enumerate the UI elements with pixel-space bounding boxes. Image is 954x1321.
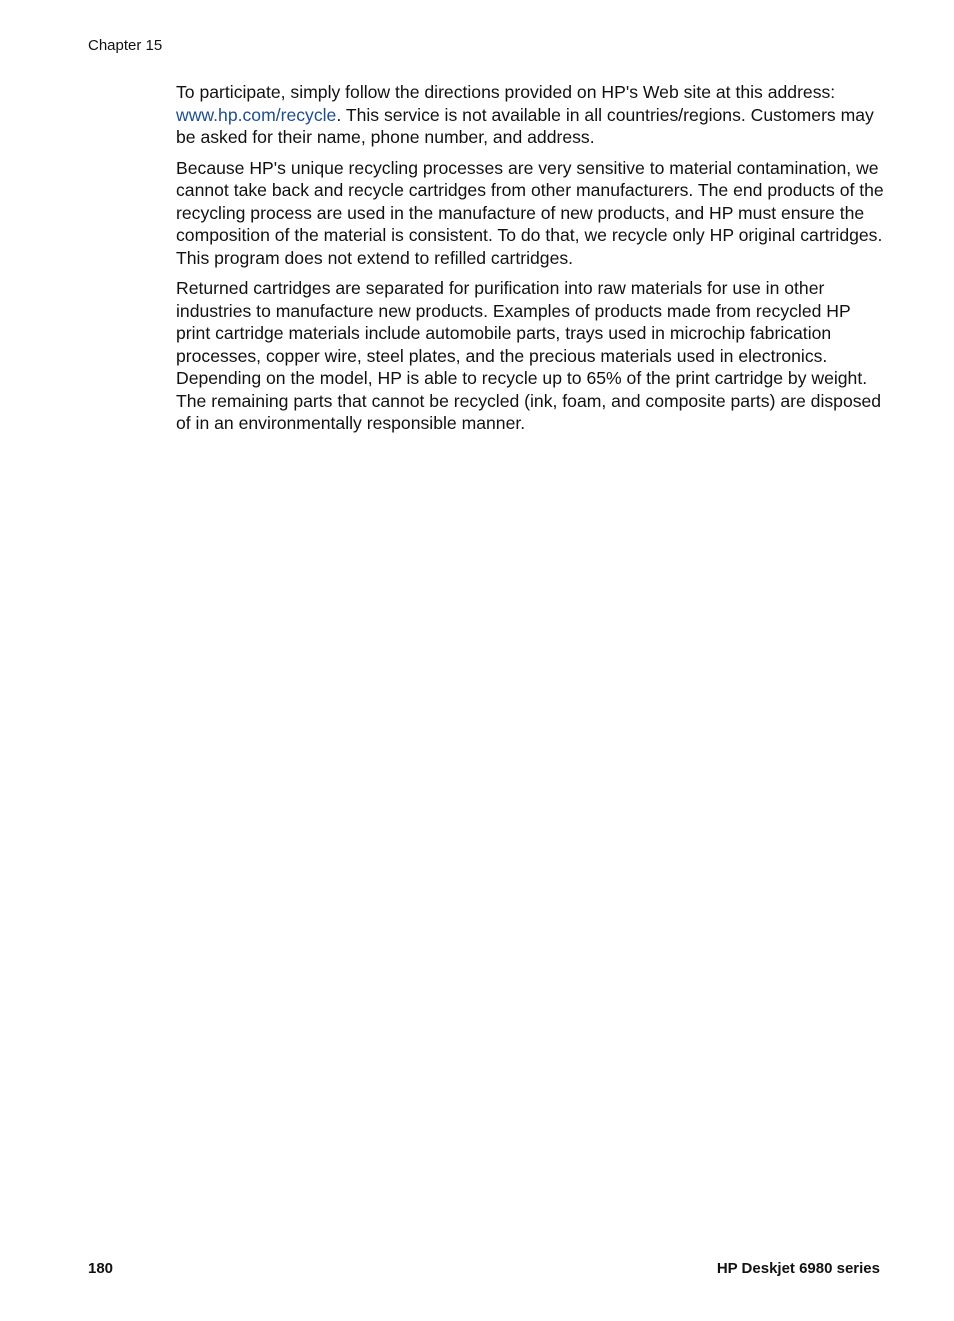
page-content bbox=[176, 81, 888, 443]
running-header-chapter: Chapter 15 bbox=[88, 37, 163, 54]
paragraph-returned-cartridges: Returned cartridges are separated for purification into raw materials for use in other industries to manufacture new products. Examples of products made from recycled HP print cartridge materials include automobile parts, trays used in microchip fabrication processes, copper wire, steel plates, and the precious materials used in electronics. Depending on the model, HP is able to recycle up to 65% of the print cartridge by weight. The remaining parts that cannot be recycled (ink, foam, and composite parts) are disposed of in an environmentally responsible manner. bbox=[176, 278, 882, 433]
recycle-link[interactable]: www.hp.com/recycle bbox=[176, 104, 337, 125]
paragraph-participation-rest: . This service is not available in all countries/regions. Customers may be asked for their name, phone number, and address. bbox=[176, 104, 874, 147]
paragraph-participation bbox=[176, 81, 888, 149]
paragraph-participation-intro: To participate, simply follow the directions provided on HP's Web site at this address: bbox=[176, 82, 836, 102]
product-name: HP Deskjet 6980 series bbox=[716, 1260, 880, 1277]
page-number: 180 bbox=[88, 1260, 114, 1277]
paragraph-contamination: Because HP's unique recycling processes are very sensitive to material contamination, we cannot take back and recycle cartridges from other manufacturers. The end products of the recycling process are used in the manufacture of new products, and HP must ensure the composition of the material is consistent. To do that, we recycle only HP original cartridges. This program does not extend to refilled cartridges. bbox=[176, 157, 884, 268]
